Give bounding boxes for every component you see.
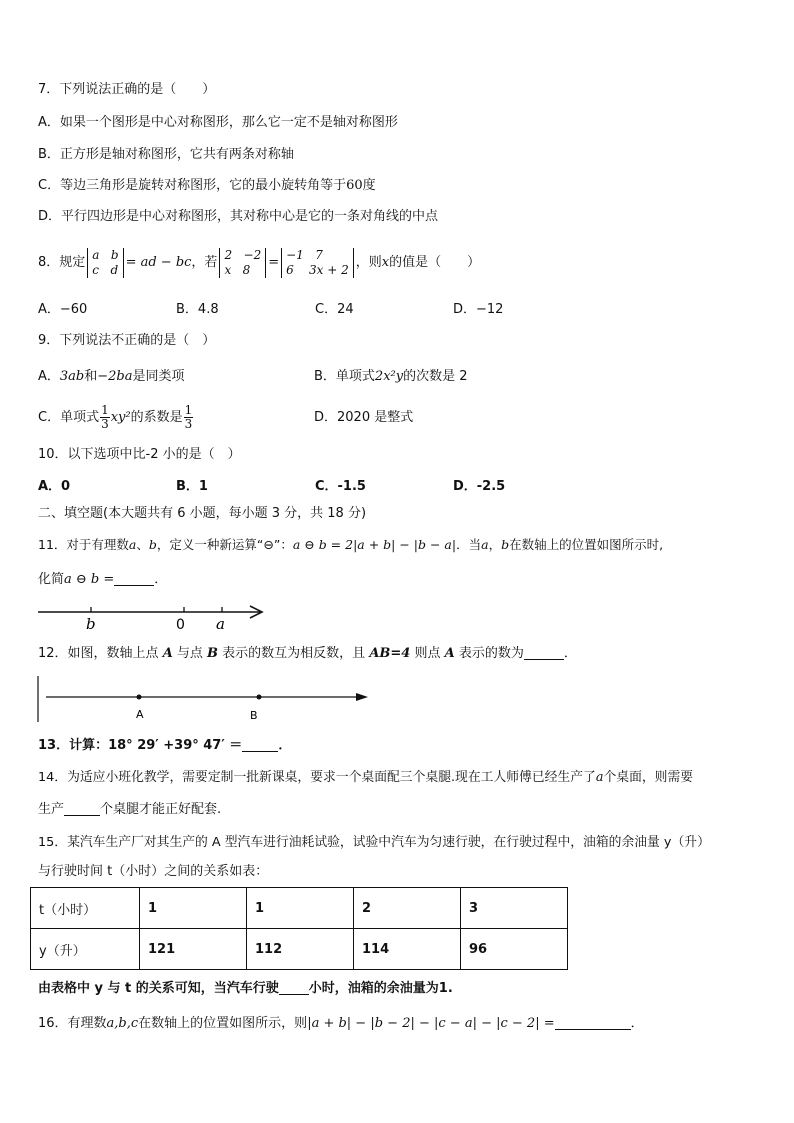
q12-mid2: 表示的数互为相反数，且 xyxy=(218,646,370,661)
q15-l3-post: 小时，油箱的余油量为1. xyxy=(308,981,453,996)
table-cell: 121 xyxy=(140,929,247,970)
table-cell: t（小时） xyxy=(31,888,140,929)
q9-c-pre: C．单项式 xyxy=(38,410,100,425)
q14-l2-pre: 生产 xyxy=(38,802,65,817)
q11-mid: ，定义一种新运算“⊖”： xyxy=(156,537,293,552)
q8-det-right-row2: 6 3x + 2 xyxy=(286,262,349,277)
q11-var-b: b xyxy=(148,537,157,552)
q14-l2-post: 个桌腿才能正好配套. xyxy=(100,802,222,817)
q12-ab: AB=4 xyxy=(369,646,411,661)
q11-axis-label-a: a xyxy=(216,615,225,633)
q11-pre: 11．对于有理数 xyxy=(38,537,129,552)
q7-option-b: B．正方形是轴对称图形，它共有两条对称轴 xyxy=(38,147,294,162)
q8-det-left xyxy=(219,248,266,278)
q11-sep: 、 xyxy=(136,537,149,552)
q9-option-d: D．2020 是整式 xyxy=(314,410,414,425)
q12-number-line xyxy=(36,676,376,726)
table-cell: 96 xyxy=(461,929,568,970)
q9-a-pre: A． xyxy=(38,369,60,384)
q9-b-post: 的次数是 2 xyxy=(403,369,468,384)
q11-post2: ， xyxy=(488,537,502,552)
q7-option-c xyxy=(38,176,376,196)
q15-table xyxy=(30,887,568,970)
q9-c-frac-num: 1 xyxy=(101,403,109,417)
q16-answer-blank xyxy=(555,1015,631,1030)
q14-line1 xyxy=(38,768,693,788)
table-cell: 1 xyxy=(140,888,247,929)
q12-point-a: A xyxy=(162,646,173,661)
q16-expr: |a + b| − |b − 2| − |c − a| − |c − 2| = xyxy=(307,1016,555,1031)
q7-c-post: 度 xyxy=(362,178,376,193)
q9-c-frac2 xyxy=(184,404,194,431)
q9-option-b xyxy=(314,367,468,387)
q12-end: ． xyxy=(563,646,577,661)
q14-answer-blank xyxy=(64,801,100,816)
q16-mid: 在数轴上的位置如图所示，则 xyxy=(138,1016,308,1031)
q13-answer-blank xyxy=(242,737,278,752)
q16-vars: a,b,c xyxy=(106,1016,139,1031)
q8-option-c: C．24 xyxy=(315,302,354,317)
table-cell: 112 xyxy=(247,929,354,970)
q8-var: x xyxy=(381,255,390,270)
q9-c-frac xyxy=(100,404,110,431)
q11-l2-pre: 化简 xyxy=(38,572,65,587)
q11-post1: ．当 xyxy=(456,537,482,552)
q9-a-term2: −2ba xyxy=(97,369,133,384)
q12-answer-blank xyxy=(524,645,564,660)
q7-c-pre: C．等边三角形是旋转对称图形，它的最小旋转角等于 xyxy=(38,178,347,193)
q15-line3 xyxy=(38,979,453,999)
q7-c-num: 60 xyxy=(346,178,363,193)
table-cell: 1 xyxy=(247,888,354,929)
q8-det-right xyxy=(281,248,354,278)
q10-option-d: D．-2.5 xyxy=(453,479,506,494)
q15-line1: 15．某汽车生产厂对其生产的 A 型汽车进行油耗试验，试验中汽车为匀速行驶，在行驶过程中，油箱的余油量 y（升） xyxy=(38,835,710,850)
q10-stem: 10．以下选项中比-2 小的是（ ） xyxy=(38,447,241,462)
q12-point-a2: A xyxy=(444,646,455,661)
q11-expr: a ⊖ b = xyxy=(64,572,115,587)
q11-var-a: a xyxy=(128,537,137,552)
table-cell: y（升） xyxy=(31,929,140,970)
q8-if: ，若 xyxy=(191,255,218,270)
q9-c-term: xy² xyxy=(110,410,131,425)
q8-post1: ，则 xyxy=(355,255,382,270)
q8-det-left-row2: x 8 xyxy=(224,262,251,277)
q11-axis-label-b: b xyxy=(86,615,96,633)
q12-mid: 与点 xyxy=(172,646,208,661)
q14-var: a xyxy=(595,770,604,785)
q11-line2 xyxy=(38,570,167,590)
q10-option-c: C．-1.5 xyxy=(315,479,366,494)
q12-mid3: 则点 xyxy=(410,646,445,661)
q10-option-b: B．1 xyxy=(176,479,208,494)
q12-label-a: A xyxy=(136,708,144,721)
q8-det-def-row2: c d xyxy=(92,262,119,277)
q8-stem xyxy=(38,244,480,282)
q9-c-frac2-num: 1 xyxy=(184,403,193,417)
q11-l2-post: ． xyxy=(154,572,168,587)
q8-post2: 的值是（ ） xyxy=(389,255,481,270)
table-row xyxy=(31,888,568,929)
q9-c-mid: 的系数是 xyxy=(130,410,183,425)
table-cell: 3 xyxy=(461,888,568,929)
q9-option-c xyxy=(38,400,194,436)
q9-c-frac-den: 3 xyxy=(101,417,109,431)
q8-option-a: A．−60 xyxy=(38,302,88,317)
q7-stem: 7．下列说法正确的是（ ） xyxy=(38,82,216,97)
q14-line2 xyxy=(38,800,221,820)
q9-c-frac2-den: 3 xyxy=(184,417,193,431)
q11-answer-blank xyxy=(114,571,154,586)
q9-a-post: 是同类项 xyxy=(132,369,185,384)
q16-end: ． xyxy=(630,1016,644,1031)
q14-post: 个桌面，则需要 xyxy=(603,770,694,785)
q12-point-b: B xyxy=(207,646,219,661)
q15-answer-blank xyxy=(279,980,309,995)
q8-det-left-row1: 2 −2 xyxy=(224,247,262,262)
q8-eq: = xyxy=(268,255,280,270)
q14-pre: 14．为适应小班化教学，需要定制一批新课桌，要求一个桌面配三个桌腿.现在工人师傅已经生产了 xyxy=(38,770,596,785)
q13-text xyxy=(38,736,291,756)
q9-stem: 9．下列说法不正确的是（ ） xyxy=(38,333,216,348)
q12-text xyxy=(38,644,577,664)
q9-b-pre: B．单项式 xyxy=(314,369,375,384)
q11-var-a2: a xyxy=(481,537,489,552)
q7-option-d: D．平行四边形是中心对称图形，其对称中心是它的一条对角线的中点 xyxy=(38,209,439,224)
table-cell: 2 xyxy=(354,888,461,929)
q9-a-term1: 3ab xyxy=(59,369,85,384)
table-row xyxy=(31,929,568,970)
q8-pre: 8．规定 xyxy=(38,255,86,270)
q11-post3: 在数轴上的位置如图所示时, xyxy=(509,537,664,552)
q12-post: 表示的数为 xyxy=(454,646,524,661)
q15-line2: 与行驶时间 t（小时）之间的关系如表： xyxy=(38,864,269,879)
q8-option-d: D．−12 xyxy=(453,302,504,317)
q8-det-def xyxy=(87,248,123,278)
q8-rule: = ad − bc xyxy=(125,255,192,270)
q16-text xyxy=(38,1014,644,1034)
q8-det-def-row1: a b xyxy=(92,247,119,262)
q11-line1 xyxy=(38,535,663,555)
q11-axis-label-0: 0 xyxy=(176,617,185,633)
q12-label-b: B xyxy=(250,709,258,722)
q15-l3-pre: 由表格中 y 与 t 的关系可知，当汽车行驶 xyxy=(38,981,279,996)
q9-option-a xyxy=(38,367,185,387)
q11-definition: a ⊖ b = 2|a + b| − |b − a| xyxy=(292,537,457,552)
q9-a-mid: 和 xyxy=(84,369,98,384)
section-title: 二、填空题(本大题共有 6 小题，每小题 3 分，共 18 分) xyxy=(38,506,367,521)
q16-pre: 16．有理数 xyxy=(38,1016,107,1031)
q11-var-b2: b xyxy=(501,537,510,552)
q8-det-right-row1: −1 7 xyxy=(286,247,323,262)
q12-pre: 12．如图，数轴上点 xyxy=(38,646,163,661)
q9-b-term: 2x²y xyxy=(374,369,404,384)
q7-option-a: A．如果一个图形是中心对称图形，那么它一定不是轴对称图形 xyxy=(38,115,398,130)
q13-expr: 13．计算：18° 29′ +39° 47′ ＝ xyxy=(38,738,243,753)
q13-end: ． xyxy=(278,738,292,753)
q10-option-a: A．0 xyxy=(38,479,71,494)
q11-number-line xyxy=(38,598,268,636)
q8-option-b: B．4.8 xyxy=(176,302,219,317)
table-cell: 114 xyxy=(354,929,461,970)
